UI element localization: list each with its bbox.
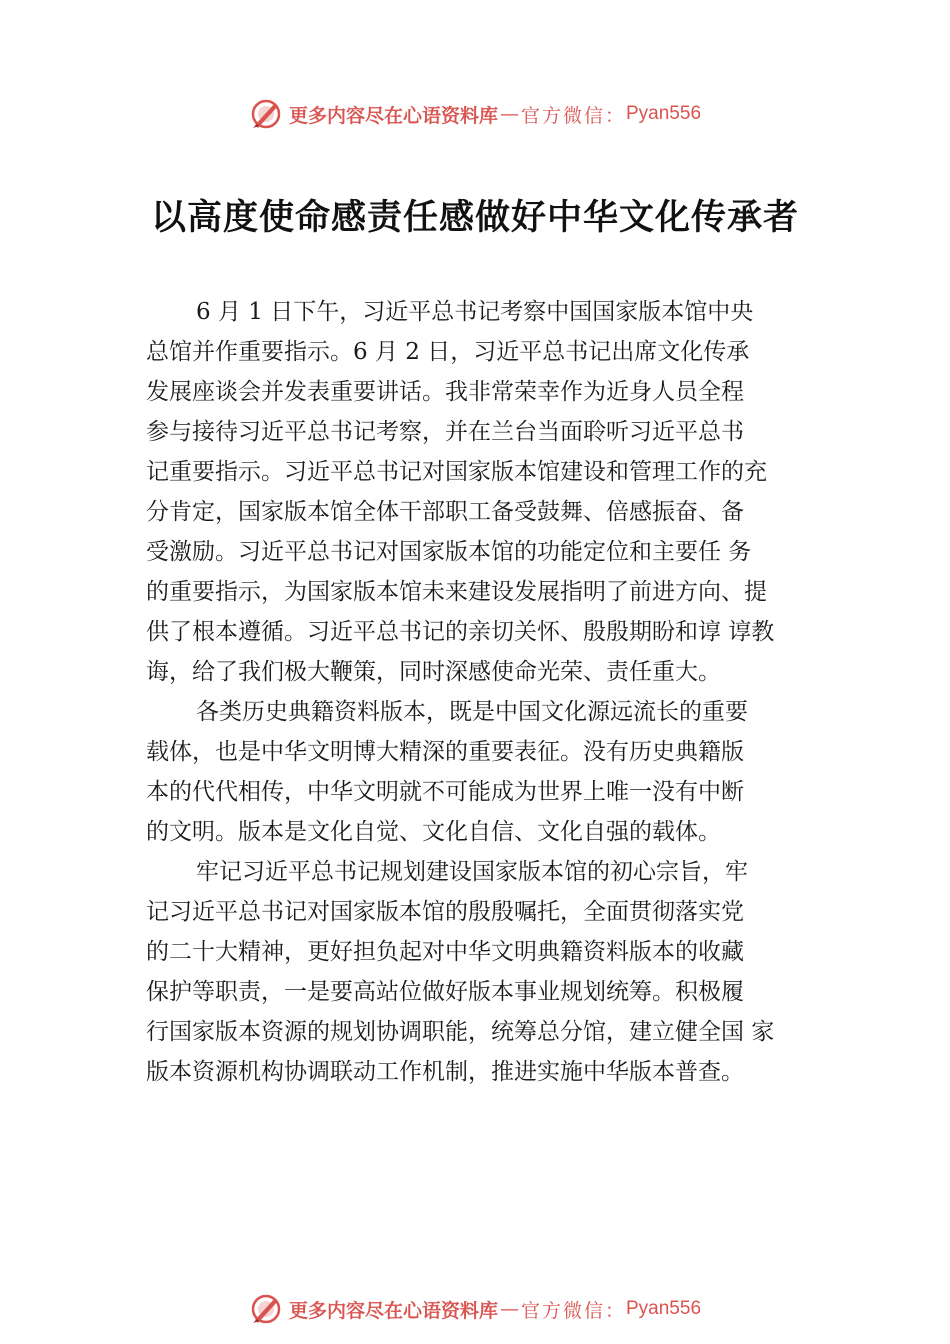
text-line: 发展座谈会并发表重要讲话。我非常荣幸作为近身人员全程 [146,379,744,405]
document-body [146,292,846,1092]
text-line: 记习近平总书记对国家版本馆的殷殷嘱托，全面贯彻落实党 [146,899,744,925]
separator-dash: — [499,103,519,125]
footer-banner [0,1289,950,1329]
wechat-label: 官方微信： [520,104,626,127]
pen-seal-logo-icon [249,1292,283,1326]
text-line: 的二十大精神，更好担负起对中华文明典籍资料版本的收藏 [146,939,744,965]
text-line: 保护等职责，一是要高站位做好版本事业规划统筹。积极履 [146,979,744,1005]
text-line: 载体，也是中华文明博大精深的重要表征。没有历史典籍版 [146,739,744,765]
wechat-id: Pyan556 [626,1298,702,1319]
text-line: 诲，给了我们极大鞭策，同时深感使命光荣、责任重大。 [146,659,721,685]
text-line: 的重要指示，为国家版本馆未来建设发展指明了前进方向、提 [146,579,767,605]
text-line: 行国家版本资源的规划协调职能，统筹总分馆，建立健全国 家 [146,1019,775,1045]
text-line: 记重要指示。习近平总书记对国家版本馆建设和管理工作的充 [146,459,767,485]
library-text: 更多内容尽在心语资料库 [288,104,498,127]
text-line: 分肯定，国家版本馆全体干部职工备受鼓舞、倍感振奋、备 [146,499,744,525]
wechat-id: Pyan556 [626,103,702,124]
text-line: 总馆并作重要指示。6 月 2 日，习近平总书记出席文化传承 [146,339,750,365]
separator-dash: — [499,1298,519,1320]
wechat-label: 官方微信： [520,1299,626,1322]
text-line: 参与接待习近平总书记考察，并在兰台当面聆听习近平总书 [146,419,744,445]
document-title: 以高度使命感责任感做好中华文化传承者 [150,197,799,238]
library-text: 更多内容尽在心语资料库 [288,1299,498,1322]
text-line: 本的代代相传，中华文明就不可能成为世界上唯一没有中断 [146,779,744,805]
text-line: 供了根本遵循。习近平总书记的亲切关怀、殷殷期盼和谆 谆教 [146,619,775,645]
text-line: 的文明。版本是文化自觉、文化自信、文化自强的载体。 [146,819,721,845]
text-line: 各类历史典籍资料版本，既是中国文化源远流长的重要 [196,699,748,725]
text-line: 受激励。习近平总书记对国家版本馆的功能定位和主要任 务 [146,539,752,565]
header-banner [0,94,950,134]
text-line: 6 月 1 日下午，习近平总书记考察中国国家版本馆中央 [196,299,754,325]
text-line: 版本资源机构协调联动工作机制，推进实施中华版本普查。 [146,1059,744,1085]
pen-seal-logo-icon [249,97,283,131]
text-line: 牢记习近平总书记规划建设国家版本馆的初心宗旨，牢 [196,859,748,885]
